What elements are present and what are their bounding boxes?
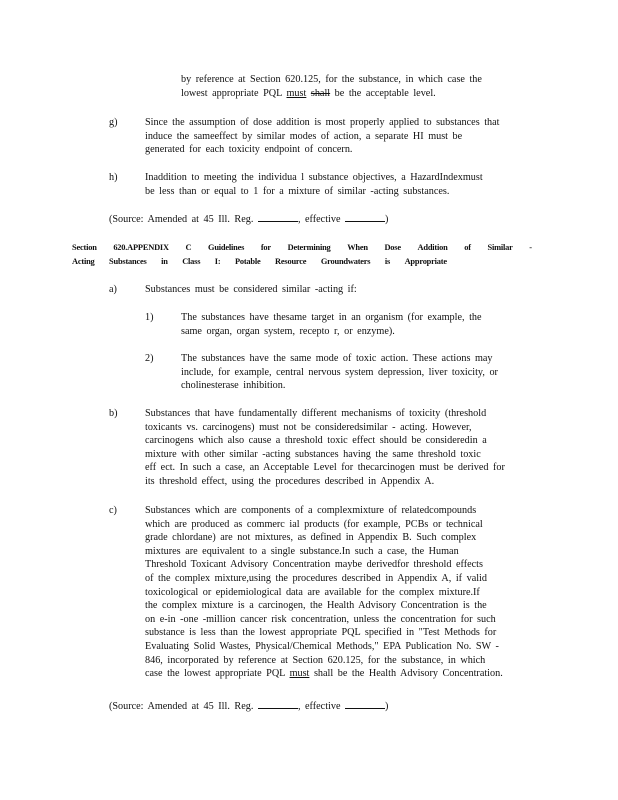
heading-word: for [260,243,271,252]
heading-word: C [185,243,192,252]
heading-word: 620.APPENDIX [113,243,169,252]
text-line: 846, incorporated by reference at Section 620.125, for the substance, in which [145,654,486,666]
text-line: the complex mixture is a carcinogen, the Health Advisory Concentration is the [145,600,487,612]
section-heading [72,241,532,269]
heading-word: Groundwaters [320,257,371,266]
blank-line [258,212,298,222]
text-line: eff ect. In such a case, an Acceptable Level for thecarcinogen must be derived for [145,462,505,474]
item-label-a: a) [109,284,117,295]
source-note [109,212,439,227]
text-line: Threshold Toxicant Advisory Concentration maybe derivedfor threshold effects [145,559,483,571]
blank-line [345,699,385,709]
text-line: its threshold effect, using the procedures described in Appendix A. [145,475,435,487]
text-line: generated for each toxicity endpoint of concern. [145,144,353,156]
heading-word: When [347,243,368,252]
text-line: carcinogens which also cause a threshold toxic effect should be consideredin a [145,435,487,447]
text-line [145,667,540,681]
subitem-2-text [181,352,536,393]
heading-word: Resource [275,257,307,266]
text-line: Since the assumption of dose addition is most properly applied to substances that [145,117,500,128]
text-segment: case the lowest appropriate PQL [145,668,290,680]
heading-word: Determining [287,243,331,252]
text-line: Substances must be considered similar -acting if: [145,284,357,295]
source-middle: , effective [297,701,341,712]
source-note [109,699,439,714]
item-c-text [145,504,540,681]
heading-word: Substances [109,257,147,266]
item-g-text [145,116,535,157]
text-line: The substances have the same mode of toxic action. These actions may [181,353,493,364]
heading-word: Similar [487,243,513,252]
text-line: Substances which are components of a complexmixture of relatedcompounds [145,505,477,516]
text-line: be less than or equal to 1 for a mixture of similar -acting substances. [145,185,450,197]
text-line: toxicants vs. carcinogens) must not be consideredsimilar - acting. However, [145,421,472,433]
deleted-text: shall [310,87,331,99]
blank-line [345,212,385,222]
heading-row-2 [72,255,447,269]
text-segment: shall be the Health Advisory Concentration. [309,668,503,680]
heading-word: Dose [384,243,401,252]
item-label-g: g) [109,117,118,128]
source-line [109,212,439,227]
source-suffix: ) [385,701,389,712]
text-line: cholinesterase inhibition. [181,380,286,392]
text-line: The substances have thesame target in an organism (for example, the [181,312,482,323]
source-suffix: ) [385,214,389,225]
heading-word: Class [182,257,201,266]
item-label-h: h) [109,172,118,183]
text-line: include, for example, central nervous system depression, liver toxicity, or [181,366,498,378]
source-line [109,699,439,714]
heading-word: in [161,257,168,266]
subitem-label-1: 1) [145,312,154,323]
text-line: grade chlordane) are not mixtures, as defined in Appendix B. Such complex [145,532,477,544]
text-line: substance is less than the lowest appropriate PQL specified in "Test Methods for [145,627,497,639]
heading-word: of [464,243,471,252]
text-segment: be the acceptable level. [330,87,436,99]
text-line: induce the sameeffect by similar modes of action, a separate HI must be [145,130,463,142]
heading-word: Guidelines [208,243,245,252]
subitem-1-text [181,311,511,338]
heading-word: Section [72,243,97,252]
source-prefix: (Source: Amended at 45 Ill. Reg. [109,214,254,225]
heading-word: - [529,243,532,252]
top-paragraph-line: by reference at Section 620.125, for the substance, in which case the [181,74,482,85]
item-label-c: c) [109,505,117,516]
heading-word: Potable [234,257,261,266]
text-line: Substances that have fundamentally different mechanisms of toxicity (threshold [145,408,487,419]
text-line: mixture with other similar -acting substances having the same threshold toxic [145,448,481,460]
text-line: of the complex mixture,using the procedures described in Appendix A, if valid [145,572,487,584]
blank-line [258,699,298,709]
subitem-label-2: 2) [145,353,154,364]
heading-word: Addition [417,243,448,252]
text-line: Evaluating Solid Wastes, Physical/Chemical Methods," EPA Publication No. SW - [145,640,499,652]
top-paragraph [181,73,511,100]
top-paragraph-line [181,87,511,101]
text-line: toxicological or epidemiological data are available for the complex mixture.If [145,586,480,598]
item-h-text [145,171,535,198]
item-a-text [145,283,445,297]
text-segment: lowest appropriate PQL [181,87,287,99]
item-b-text [145,407,535,489]
text-line: which are produced as commerc ial products (for example, PCBs or technical [145,518,483,530]
heading-row-1 [72,241,532,255]
text-line: mixtures are equivalent to a single substance.In such a case, the Human [145,545,459,557]
source-prefix: (Source: Amended at 45 Ill. Reg. [109,701,254,712]
inserted-text: must [289,668,310,680]
heading-word: Acting [72,257,95,266]
source-middle: , effective [297,214,341,225]
item-label-b: b) [109,408,118,419]
heading-word: Appropriate [404,257,447,266]
text-line: same organ, organ system, recepto r, or enzyme). [181,325,395,337]
heading-word: I: [214,257,221,266]
inserted-text: must [286,87,307,99]
text-line: on e-in -one -million cancer risk concentration, unless the concentration for such [145,613,496,625]
text-line: Inaddition to meeting the individua l substance objectives, a HazardIndexmust [145,172,483,183]
heading-word: is [384,257,391,266]
